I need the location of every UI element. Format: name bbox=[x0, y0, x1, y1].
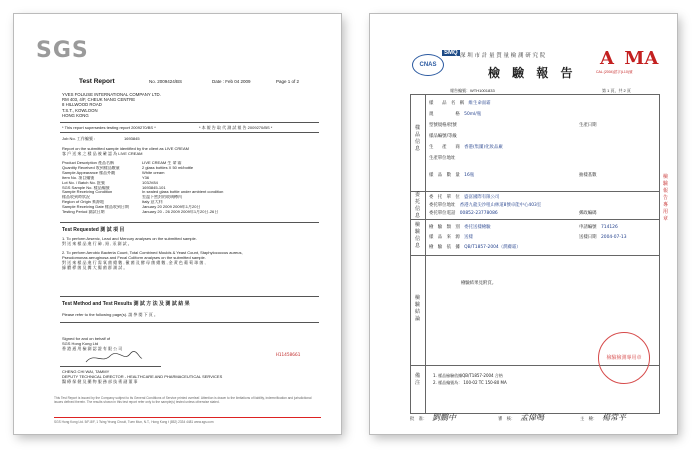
report-title: 檢 驗 報 告 bbox=[488, 66, 577, 80]
field-key: 樣品編號/等級 bbox=[429, 134, 457, 139]
signature-scribble bbox=[84, 350, 144, 366]
test-item: Pseudomonas aeruginosa and Fecal Coliform analyses on the submitted sample. bbox=[62, 255, 206, 260]
identified-note-cn: 客 戶 送 來 之 樣 品 被 確 認 為 LIVE CREAM bbox=[62, 151, 143, 156]
sgs-test-report-page bbox=[14, 14, 341, 434]
cma-a: A bbox=[600, 48, 614, 69]
remark-line: 2. 樣品編號為： 100-02 TC 150-80 MA bbox=[433, 380, 507, 385]
field-row bbox=[429, 173, 474, 178]
field-key: 郵政編碼 bbox=[579, 211, 597, 216]
section-remarks: 備注 bbox=[414, 373, 420, 386]
inspector-label: 主 檢： bbox=[580, 417, 598, 422]
signed-for-block bbox=[62, 336, 122, 351]
signer-title: DEPUTY TECHNICAL DIRECTOR - HEALTHCARE AND PHARMACEUTICAL SERVICES bbox=[62, 374, 223, 379]
field-key: Product Description 產品名稱 bbox=[62, 161, 115, 165]
cnas-logo: CNAS bbox=[412, 54, 444, 76]
field-key: 樣 品 數 量 bbox=[429, 173, 460, 178]
signature-line bbox=[60, 366, 161, 367]
field-row bbox=[62, 210, 302, 215]
field-value: Y36 bbox=[142, 175, 150, 180]
field-value: 1693845-101 bbox=[142, 185, 166, 190]
field-key: Sample Appearance 樣品外觀 bbox=[62, 170, 116, 175]
field-row bbox=[429, 245, 521, 250]
field-value: 00852-23778086 bbox=[459, 211, 498, 216]
approve-label: 批 准： bbox=[410, 417, 428, 422]
field-key: 檢 驗 依 據 bbox=[429, 245, 460, 250]
field-row bbox=[429, 134, 457, 139]
field-value: 送樣 bbox=[464, 235, 473, 240]
review-signature: 孟偉鳴 bbox=[520, 413, 544, 422]
field-key: 抽樣基數 bbox=[579, 173, 597, 178]
test-item: 2. To perform Aerobic Bacteria Count, Total Combined Moulds & Yeast Count, Staphylococcus aureus, bbox=[62, 250, 243, 255]
signer-title-cn: 醫 療 保 健 及 藥 物 服 務 部 技 術 副 董 事 bbox=[62, 379, 138, 384]
field-key: Sample Receiving Condition bbox=[62, 190, 113, 195]
field-row bbox=[579, 123, 597, 128]
cma-logo bbox=[600, 48, 658, 69]
test-requested-list bbox=[62, 236, 312, 270]
remark-line: 1. 樣品檢驗依據QB/T1857-2004 合格 bbox=[433, 373, 503, 378]
field-value: White cream bbox=[142, 170, 165, 175]
field-key: 生產日期 bbox=[579, 123, 597, 128]
field-key: 型號規格/批號 bbox=[429, 123, 457, 128]
field-row bbox=[429, 225, 491, 230]
signed-for-line: 香 港 通 用 檢 測 認 證 有 限 公 司 bbox=[62, 346, 123, 351]
conclusion-text: 檢驗結果見附頁。 bbox=[461, 281, 497, 286]
field-value: 香港(集團)化妝品廠 bbox=[464, 145, 503, 150]
field-row bbox=[579, 173, 597, 178]
smq-logo: SMQ bbox=[444, 50, 458, 56]
divider bbox=[60, 222, 319, 223]
report-number: 報告編號：WTH1001833 bbox=[450, 88, 495, 93]
table-divider bbox=[411, 219, 659, 220]
client-address bbox=[62, 92, 161, 118]
approve-signature: 劉鵬中 bbox=[432, 413, 456, 422]
field-row bbox=[579, 211, 597, 216]
field-value: 103JV84 bbox=[142, 180, 158, 185]
field-key: 樣品收到時狀況 bbox=[62, 195, 90, 200]
address-line: 8 HILLWOOD ROAD bbox=[62, 102, 102, 108]
address-line: HONG KONG bbox=[62, 112, 89, 118]
footer-address: SGS Hong Kong Ltd. 5/F-8/F, 1 Tsing Yeung Circuit, Tuen Mun, N.T., Hong Kong t (852) 2334 4481 www.sgs.com bbox=[54, 420, 214, 424]
field-value: 維生命面霜 bbox=[468, 101, 491, 106]
field-key: Region of Origin 來源地 bbox=[62, 200, 105, 205]
section-sample: 樣品信息 bbox=[414, 125, 420, 152]
field-key: 委托單位電話 bbox=[429, 211, 456, 216]
job-no-label: Job No. 工作編號 : bbox=[62, 136, 96, 141]
field-key: 生產單位地址 bbox=[429, 156, 456, 161]
test-item: 1. To perform Arsenic, Lead and Mercury analyses on the submitted sample. bbox=[62, 236, 197, 241]
inspector-signature: 楊常平 bbox=[602, 413, 626, 422]
test-item: 綠 膿 桿 菌 及 糞 大 腸 菌 群 測 試 。 bbox=[62, 265, 128, 270]
report-number: No. 2009424/BS bbox=[149, 79, 183, 84]
page-indicator: 第 1 頁，共 2 頁 bbox=[602, 88, 631, 93]
section-entrust: 委托信息 bbox=[414, 192, 420, 219]
field-key: 委 托 單 位 bbox=[429, 195, 460, 200]
field-key: 申請編號 bbox=[579, 225, 597, 230]
serial-number-stamp: H11458661 bbox=[276, 353, 301, 358]
seal-text: 檢驗檢測專用章 bbox=[606, 355, 642, 361]
footer-terms: This Test Report is issued by the Company subject to its General Conditions of Service printed overleaf. Attention is drawn to the limitations of liability, indemnification and jurisdictional issues defined therein. The results shown in this test report refer only to the sample(s) tested unless otherwise stated. bbox=[54, 396, 312, 404]
institute-name: 深 圳 市 計 量 質 量 檢 測 研 究 院 bbox=[460, 53, 546, 59]
field-key: SGS Sample No. 樣品編號 bbox=[62, 185, 110, 190]
supersede-note: * This report supersedes testing report 2009270/BS * bbox=[62, 125, 156, 130]
field-value: 2004-07-13 bbox=[600, 235, 627, 240]
field-value: QB/T1857-2004（潤膚霜） bbox=[464, 245, 521, 250]
field-row bbox=[429, 101, 491, 106]
field-key: 送樣日期 bbox=[579, 235, 597, 240]
section-conclusion: 檢驗結論 bbox=[414, 295, 420, 322]
field-key: Item No. 項目編號 bbox=[62, 175, 95, 180]
divider bbox=[60, 322, 319, 323]
field-row bbox=[579, 225, 618, 230]
page-indicator: Page 1 of 2 bbox=[276, 79, 300, 84]
review-label: 審 核： bbox=[498, 417, 516, 422]
job-no-value: 1693845 bbox=[124, 136, 140, 141]
field-row bbox=[429, 156, 455, 161]
identified-note: Report on the submitted sample identified by the client as LIVE CREAM bbox=[62, 146, 189, 151]
field-value: 室溫下密封的玻璃樽內 bbox=[142, 195, 182, 200]
field-key: Sample Receiving Date 樣品收到日期 bbox=[62, 205, 129, 210]
divider bbox=[60, 296, 319, 297]
divider bbox=[60, 132, 319, 133]
supersede-note-cn: * 本 報 告 取 代 測 試 報 告 2009270/BS * bbox=[199, 125, 273, 130]
field-key: 委托單位地址 bbox=[429, 203, 456, 208]
test-method-title: Test Method and Test Results 測 試 方 法 及 測 試 結 果 bbox=[62, 301, 190, 307]
field-row bbox=[429, 195, 499, 200]
field-key: 樣 品 名 稱 bbox=[429, 101, 465, 106]
field-key: 規 格 bbox=[429, 112, 460, 117]
field-row bbox=[429, 145, 503, 150]
field-value: 盛富國際有限公司 bbox=[464, 195, 500, 200]
test-requested-title: Test Requested 測 試 項 目 bbox=[62, 227, 125, 233]
field-key: Testing Period 測試日期 bbox=[62, 210, 105, 215]
field-value: 2 glass bottles X 50 ml/bottle bbox=[142, 165, 194, 170]
field-key: 生 產 商 bbox=[429, 145, 460, 150]
inspection-seal bbox=[598, 332, 650, 384]
field-value: In sealed glass bottle under ambient condition bbox=[142, 190, 224, 195]
signed-for-line: Signed for and on behalf of bbox=[62, 336, 111, 341]
field-row bbox=[429, 112, 481, 117]
field-value: 委托送樣檢驗 bbox=[464, 225, 491, 230]
side-seal-text: 檢驗報告專用章 bbox=[663, 174, 669, 222]
report-title: Test Report bbox=[79, 78, 115, 85]
cn-inspection-report-page bbox=[370, 14, 677, 434]
field-value: 50ml/瓶 bbox=[464, 112, 482, 117]
table-divider bbox=[411, 191, 659, 192]
test-item: 對 送 來 樣 品 進 行 需 氧 菌 總 數 , 黴 菌 及 酵 母 菌 總 數 , 金 黃 色 葡 萄 球 菌 , bbox=[62, 260, 206, 265]
report-date: Date : Feb 04 2009 bbox=[212, 79, 251, 84]
table-divider bbox=[411, 255, 659, 256]
address-line: T.S.T., KOWLOON bbox=[62, 107, 98, 113]
address-line: YVES FOLIUSE INTERNATIONAL COMPANY LTD. bbox=[62, 92, 161, 97]
field-value: LIVE CREAM 生 命 霜 bbox=[142, 161, 182, 165]
field-value: Italy 意大利 bbox=[142, 200, 163, 205]
field-value: 香港九龍尖沙咀山林道8號卓能中心403室 bbox=[459, 203, 542, 208]
field-row bbox=[579, 235, 627, 240]
field-value: 714126 bbox=[600, 225, 618, 230]
divider bbox=[60, 122, 319, 123]
section-test: 檢驗信息 bbox=[414, 222, 420, 249]
signer-name: CHENG CHI WAI, TAMMY bbox=[62, 369, 110, 374]
field-value: 16瓶 bbox=[464, 173, 475, 178]
footer-divider bbox=[54, 417, 321, 418]
cma-caption: CAL (2004)認字(L10)號 bbox=[596, 70, 633, 74]
field-row bbox=[429, 211, 498, 216]
field-row bbox=[429, 235, 473, 240]
sample-fields bbox=[62, 161, 302, 215]
field-row bbox=[429, 123, 461, 128]
field-row bbox=[429, 203, 541, 208]
test-item: 對 送 來 樣 品 進 行 砷 , 鉛 , 汞 測 試 。 bbox=[62, 241, 132, 246]
address-line: RM 403, 4/F, CHEUK NANG CENTRE bbox=[62, 97, 136, 103]
cma-ma: MA bbox=[624, 48, 659, 69]
field-value: January 20 2009 2009年1月20日 bbox=[142, 205, 201, 210]
field-key: Quantity Received 收到樣品數量 bbox=[62, 165, 120, 170]
sgs-logo: SGS bbox=[36, 38, 89, 63]
field-key: 檢 驗 類 別 bbox=[429, 225, 460, 230]
signed-for-line: SGS Hong Kong Ltd bbox=[62, 341, 99, 346]
field-value: January 20 - 26 2009 2009年1月20日-26日 bbox=[142, 210, 219, 215]
field-key: 樣 品 來 源 bbox=[429, 235, 460, 240]
refer-note: Please refer to the following page(s). 請 參 閱 下 頁 。 bbox=[62, 312, 158, 317]
field-key: Lot No. / Batch No. 批號 bbox=[62, 180, 105, 185]
